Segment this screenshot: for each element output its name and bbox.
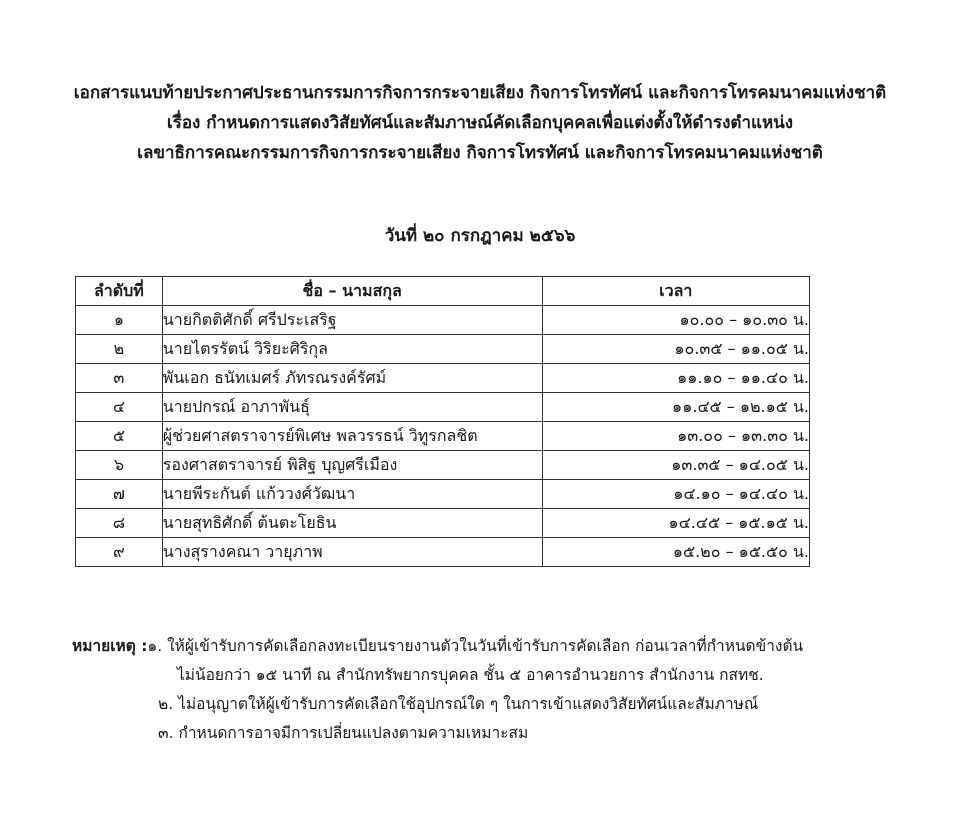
cell-name: พันเอก ธนัทเมศร์ ภัทรณรงค์รัศม์ [162, 364, 542, 393]
cell-time: ๑๐.๓๕ – ๑๑.๐๕ น. [542, 335, 809, 364]
column-header-name: ชื่อ – นามสกุล [162, 277, 542, 306]
cell-name: นายพีระกันต์ แก้ววงศ์วัฒนา [162, 480, 542, 509]
table-row [76, 335, 810, 364]
column-header-time: เวลา [542, 277, 809, 306]
cell-name: นายไตรรัตน์ วิริยะศิริกุล [162, 335, 542, 364]
cell-time: ๑๓.๐๐ – ๑๓.๓๐ น. [542, 422, 809, 451]
header-line-3: เลขาธิการคณะกรรมการกิจการกระจายเสียง กิจการโทรทัศน์ และกิจการโทรคมนาคมแห่งชาติ [137, 143, 823, 163]
cell-time: ๑๑.๔๕ – ๑๒.๑๕ น. [542, 393, 809, 422]
table-header-row [76, 277, 810, 306]
cell-order: ๓ [76, 364, 163, 393]
cell-name: นายกิตติศักดิ์ ศรีประเสริฐ [162, 306, 542, 335]
table-body [76, 306, 810, 567]
cell-name: นายสุทธิศักดิ์ ต้นตะโยธิน [162, 509, 542, 538]
table-row [76, 306, 810, 335]
table-row [76, 480, 810, 509]
header-line-2: เรื่อง กำหนดการแสดงวิสัยทัศน์และสัมภาษณ์คัดเลือกบุคคลเพื่อแต่งตั้งให้ดำรงตำแหน่ง [166, 113, 794, 133]
header-line-1: เอกสารแนบท้ายประกาศประธานกรรมการกิจการกระจายเสียง กิจการโทรทัศน์ และกิจการโทรคมนาคมแห่งชาติ [73, 83, 887, 103]
cell-order: ๘ [76, 509, 163, 538]
note-item-3: ๓. กำหนดการอาจมีการเปลี่ยนแปลงตามความเหมาะสม [158, 724, 529, 742]
cell-time: ๑๔.๑๐ – ๑๔.๔๐ น. [542, 480, 809, 509]
document-date: วันที่ ๒๐ กรกฎาคม ๒๕๖๖ [384, 226, 576, 246]
table-row [76, 393, 810, 422]
table-row [76, 364, 810, 393]
notes-section [72, 632, 932, 748]
cell-order: ๕ [76, 422, 163, 451]
cell-time: ๑๑.๑๐ – ๑๑.๔๐ น. [542, 364, 809, 393]
table-row [76, 451, 810, 480]
cell-order: ๔ [76, 393, 163, 422]
cell-order: ๙ [76, 538, 163, 567]
cell-time: ๑๕.๒๐ – ๑๕.๕๐ น. [542, 538, 809, 567]
note-item-2: ๒. ไม่อนุญาตให้ผู้เข้ารับการคัดเลือกใช้อุปกรณ์ใด ๆ ในการเข้าแสดงวิสัยทัศน์และสัมภาษณ์ [158, 695, 759, 713]
cell-time: ๑๔.๔๕ – ๑๕.๑๕ น. [542, 509, 809, 538]
cell-name: รองศาสตราจารย์ พิสิฐ บุญศรีเมือง [162, 451, 542, 480]
table-row [76, 509, 810, 538]
interview-schedule-table [75, 276, 810, 567]
cell-order: ๖ [76, 451, 163, 480]
table-row [76, 422, 810, 451]
note-item-1-line-1: ๑. ให้ผู้เข้ารับการคัดเลือกลงทะเบียนรายงานตัวในวันที่เข้ารับการคัดเลือก ก่อนเวลาที่กำหนดข้างต้น [147, 637, 804, 655]
note-item-1-line-2: ไม่น้อยกว่า ๑๕ นาที ณ สำนักทรัพยากรบุคคล ชั้น ๕ อาคารอำนวยการ สำนักงาน กสทช. [177, 666, 764, 684]
cell-order: ๒ [76, 335, 163, 364]
cell-order: ๗ [76, 480, 163, 509]
table-row [76, 538, 810, 567]
cell-name: นายปกรณ์ อาภาพันธุ์ [162, 393, 542, 422]
note-item-1 [72, 632, 932, 661]
cell-time: ๑๐.๐๐ – ๑๐.๓๐ น. [542, 306, 809, 335]
cell-name: ผู้ช่วยศาสตราจารย์พิเศษ พลวรรธน์ วิทูรกลชิต [162, 422, 542, 451]
cell-time: ๑๓.๓๕ – ๑๔.๐๕ น. [542, 451, 809, 480]
column-header-order: ลำดับที่ [76, 277, 163, 306]
cell-order: ๑ [76, 306, 163, 335]
cell-name: นางสุรางคณา วายุภาพ [162, 538, 542, 567]
notes-label: หมายเหตุ : [72, 637, 148, 655]
document-header [0, 78, 960, 168]
